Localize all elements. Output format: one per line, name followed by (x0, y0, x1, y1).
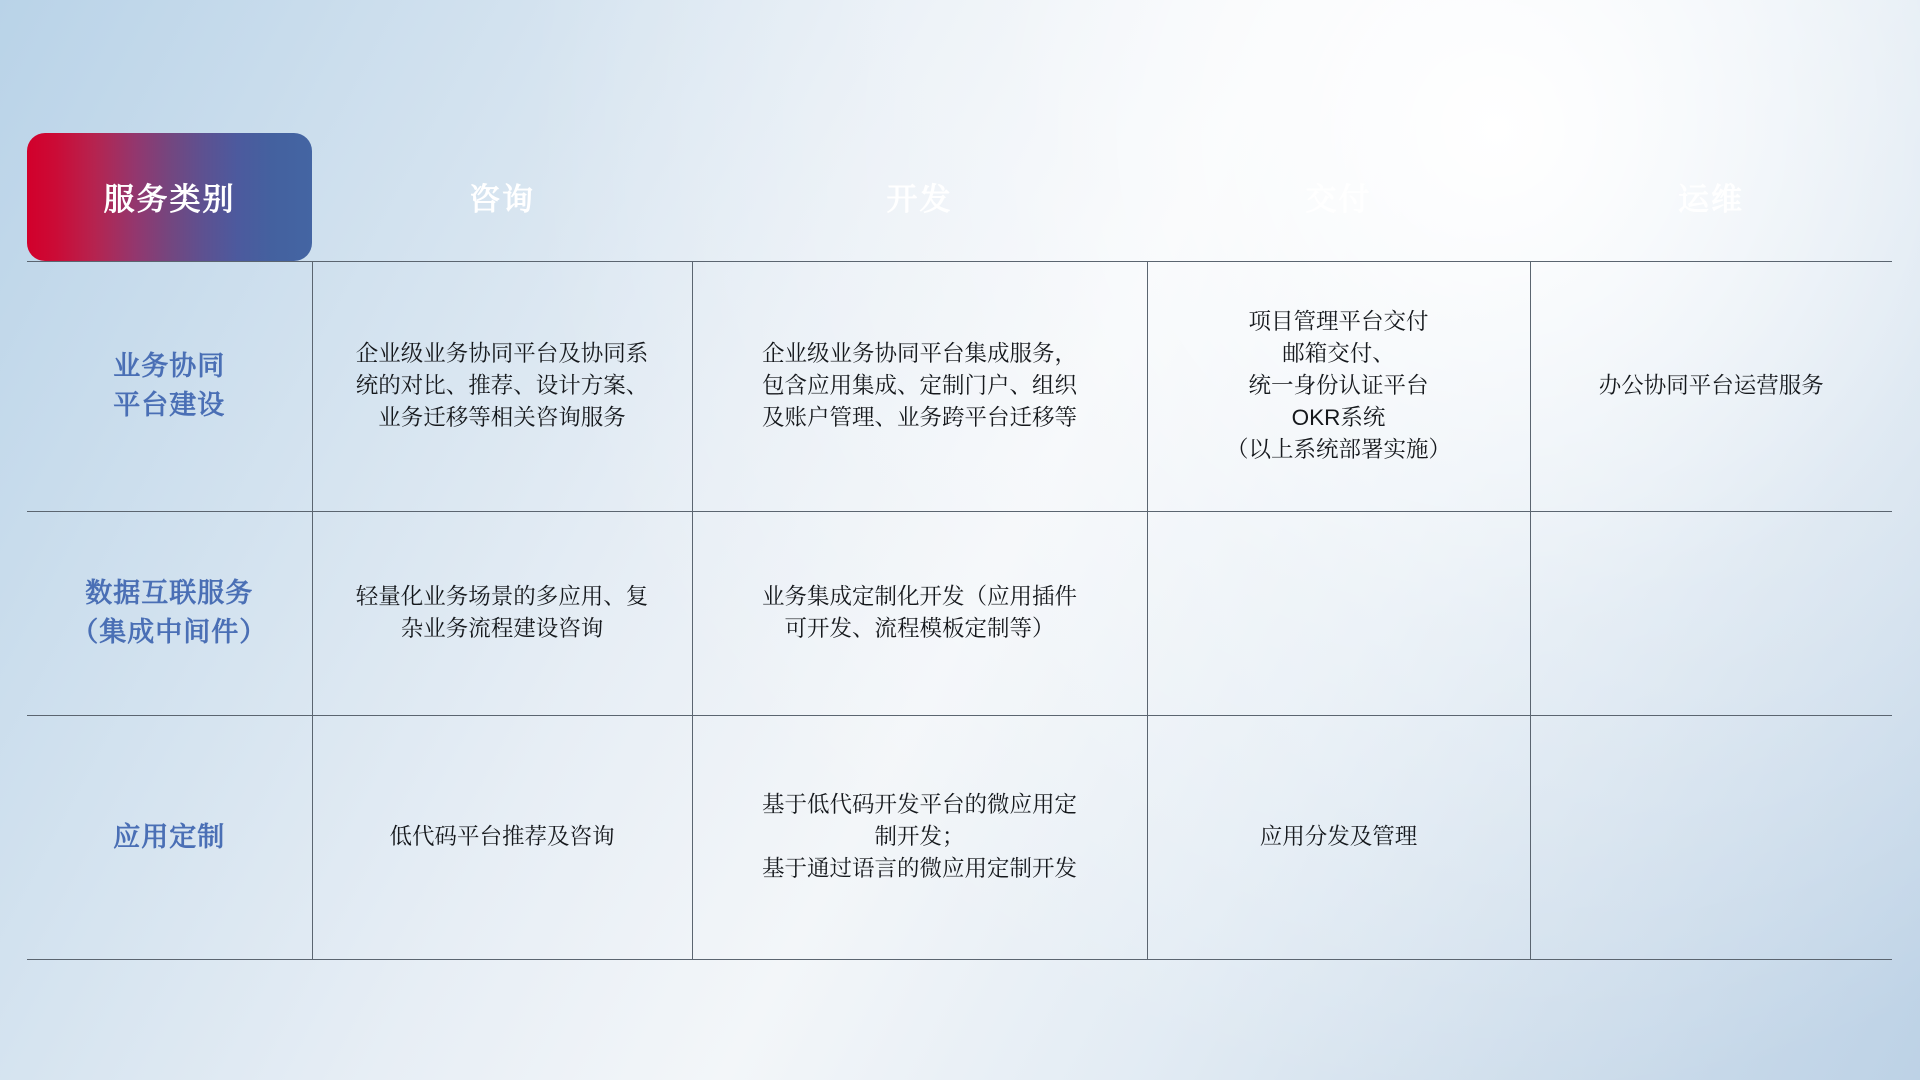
cell-development: 企业级业务协同平台集成服务， 包含应用集成、定制门户、组织 及账户管理、业务跨平台迁移等 (692, 261, 1147, 511)
service-matrix-table (27, 133, 1892, 960)
cell-delivery: 应用分发及管理 (1147, 715, 1530, 959)
table-row (27, 511, 1892, 715)
cell-delivery: 项目管理平台交付 邮箱交付、 统一身份认证平台 OKR系统 （以上系统部署实施） (1147, 261, 1530, 511)
header-label-development: 开发 (886, 182, 953, 218)
row-category-cell: 业务协同 平台建设 (27, 261, 312, 511)
table-row (27, 715, 1892, 959)
cell-consulting: 低代码平台推荐及咨询 (312, 715, 692, 959)
cell-delivery (1147, 511, 1530, 715)
table-row (27, 261, 1892, 511)
header-row (27, 133, 1892, 261)
row-category-cell: 数据互联服务 （集成中间件） (27, 511, 312, 715)
header-cell-consulting (312, 133, 692, 261)
row-category-cell: 应用定制 (27, 715, 312, 959)
header-label-consulting: 咨询 (469, 182, 535, 218)
cell-operations (1530, 511, 1892, 715)
table-body (27, 261, 1892, 960)
header-cell-development (692, 133, 1147, 261)
table-header (27, 133, 1892, 261)
header-cell-operations (1530, 133, 1892, 261)
cell-operations (1530, 715, 1892, 959)
cell-development: 基于低代码开发平台的微应用定 制开发； 基于通过语言的微应用定制开发 (692, 715, 1147, 959)
cell-operations: 办公协同平台运营服务 (1530, 261, 1892, 511)
header-cell-category (27, 133, 312, 261)
matrix-table (27, 133, 1892, 960)
header-cell-delivery (1147, 133, 1530, 261)
header-label-delivery: 交付 (1305, 182, 1372, 218)
header-label-category: 服务类别 (103, 182, 236, 218)
cell-development: 业务集成定制化开发（应用插件 可开发、流程模板定制等） (692, 511, 1147, 715)
header-label-operations: 运维 (1678, 182, 1744, 218)
cell-consulting: 轻量化业务场景的多应用、复 杂业务流程建设咨询 (312, 511, 692, 715)
cell-consulting: 企业级业务协同平台及协同系 统的对比、推荐、设计方案、 业务迁移等相关咨询服务 (312, 261, 692, 511)
